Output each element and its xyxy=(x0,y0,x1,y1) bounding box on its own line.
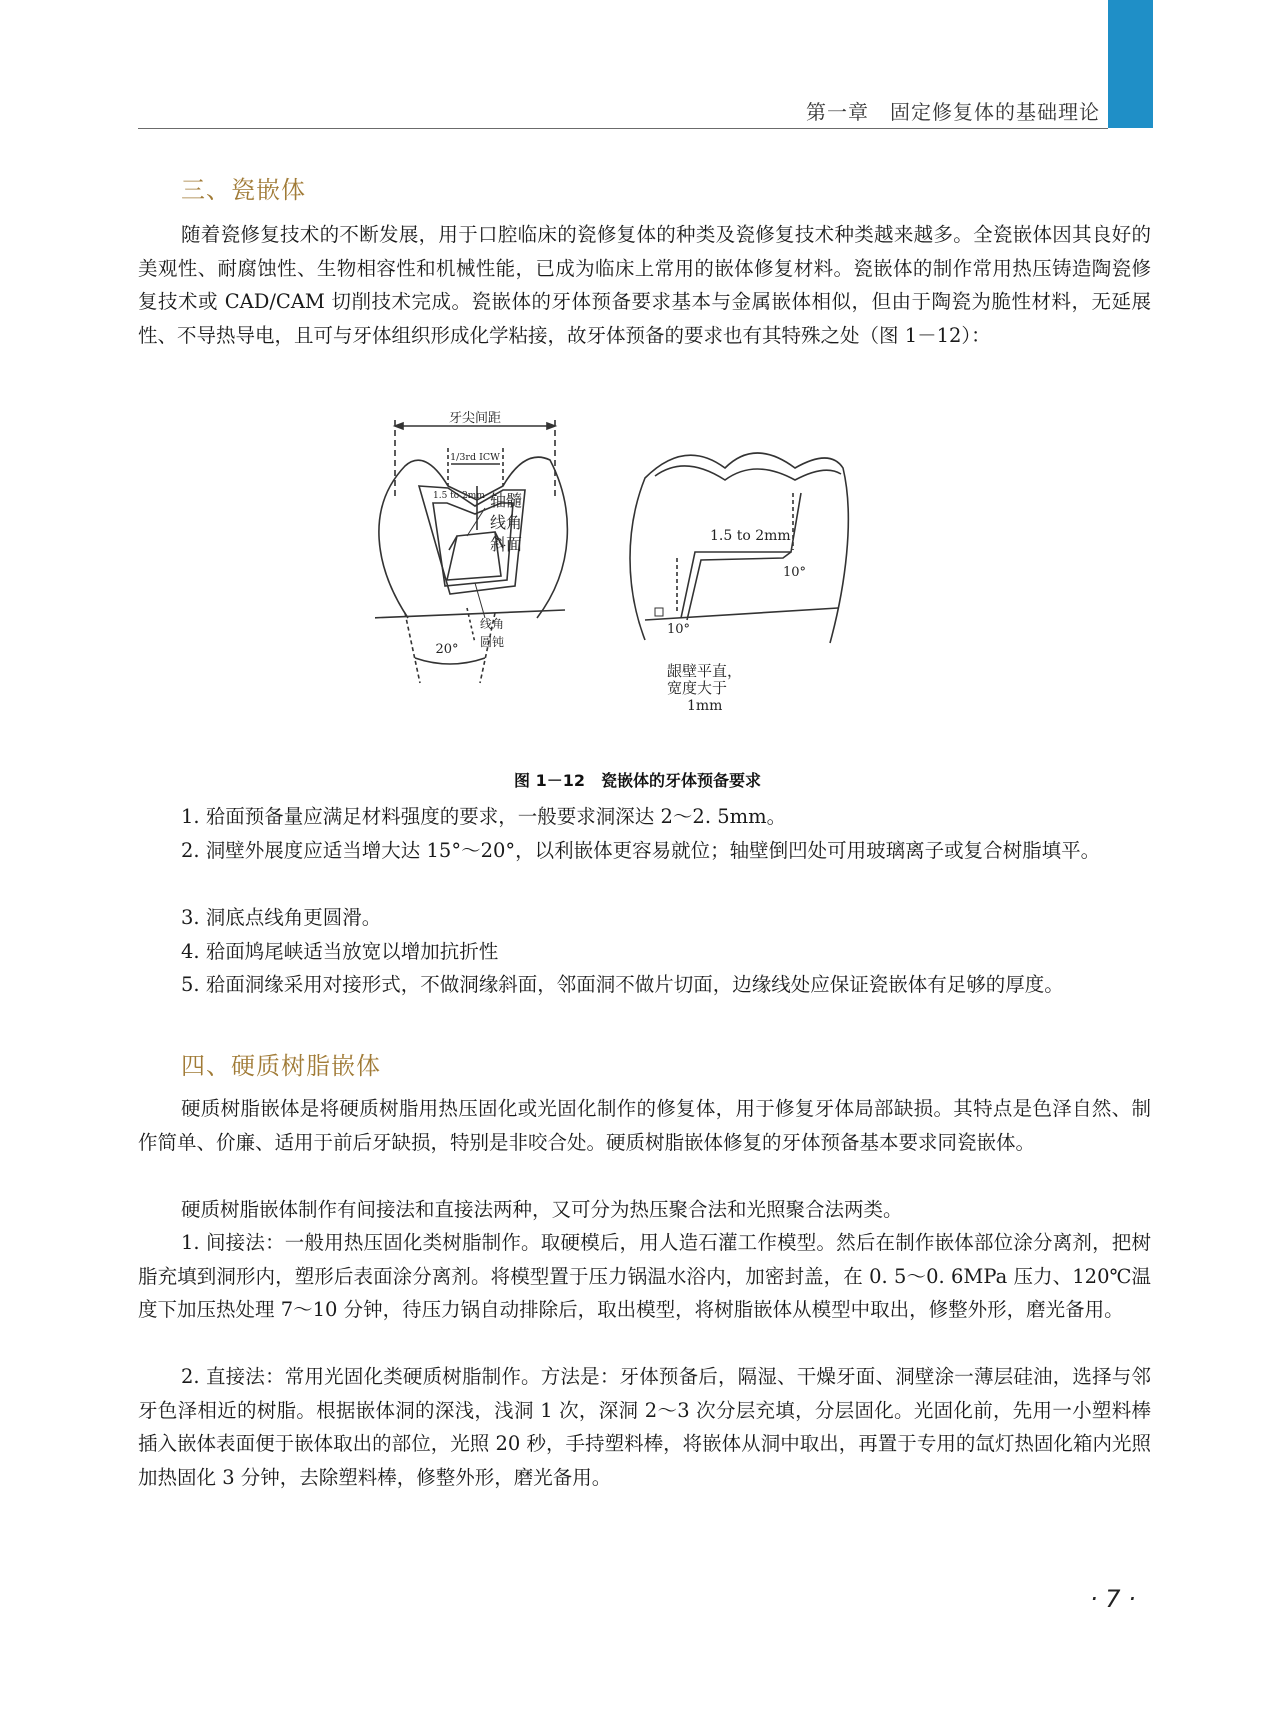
running-head: 第一章 固定修复体的基础理论 xyxy=(806,100,1100,124)
list-item-1: 1. 𬌗面预备量应满足材料强度的要求，一般要求洞深达 2～2. 5mm。 xyxy=(181,805,787,828)
label-icw: 1/3rd ICW xyxy=(450,452,500,463)
list-item-3: 3. 洞底点线角更圆滑。 xyxy=(181,906,382,929)
right-tooth-diagram xyxy=(630,453,848,714)
label-axial-2: 线角 xyxy=(490,513,523,532)
label-cusp-distance: 牙尖间距 xyxy=(448,411,502,426)
label-axial-1: 轴髓 xyxy=(490,491,523,510)
section-title-resin-inlay: 四、硬质树脂嵌体 xyxy=(181,1052,381,1080)
label-gingival-1: 龈壁平直， xyxy=(667,662,743,680)
list-item-5: 5. 𬌗面洞缘采用对接形式，不做洞缘斜面，邻面洞不做片切面，边缘线处应保证瓷嵌体有足够的厚度。 xyxy=(181,973,1064,996)
label-depth-right: 1.5 to 2mm xyxy=(710,528,791,544)
label-gingival-3: 1mm xyxy=(687,698,723,714)
left-tooth-diagram xyxy=(375,410,567,683)
chapter-tab xyxy=(1108,0,1153,128)
label-line-angle-1: 线角 xyxy=(480,617,505,631)
list-item-2: 2. 洞壁外展度应适当增大达 15°～20°，以利嵌体更容易就位；轴壁倒凹处可用玻璃离子或复合树脂填平。 xyxy=(181,839,1101,862)
paragraph-indirect-method: 1. 间接法：一般用热压固化类树脂制作。取硬模后，用人造石灌工作模型。然后在制作嵌体部位涂分离剂，把树脂充填到洞形内，塑形后表面涂分离剂。将模型置于压力锅温水浴内，加密封盖，在 0. 5～0. 6MPa 压力、120℃温度下加压热处理 7～10 分钟，待压力锅自动排除后，取出模型，将树脂嵌体从模型中取出，修整外形，磨光备用。 xyxy=(138,1231,1151,1321)
paragraph-intro: 随着瓷修复技术的不断发展，用于口腔临床的瓷修复体的种类及瓷修复技术种类越来越多。全瓷嵌体因其良好的美观性、耐腐蚀性、生物相容性和机械性能，已成为临床上常用的嵌体修复材料。瓷嵌体的制作常用热压铸造陶瓷修复技术或 CAD/CAM 切削技术完成。瓷嵌体的牙体预备要求基本与金属嵌体相似，但由于陶瓷为脆性材料，无延展性、不导热导电，且可与牙体组织形成化学粘接，故牙体预备的要求也有其特殊之处（图 1－12）： xyxy=(138,223,1151,347)
label-gingival-2: 宽度大于 xyxy=(667,679,728,697)
label-angle-20: 20° xyxy=(435,642,459,657)
figure-tooth-preparation xyxy=(375,408,935,753)
label-depth-left: 1.5 to 2mm xyxy=(433,491,485,501)
paragraph-resin-1: 硬质树脂嵌体是将硬质树脂用热压固化或光固化制作的修复体，用于修复牙体局部缺损。其特点是色泽自然、制作简单、价廉、适用于前后牙缺损，特别是非咬合处。硬质树脂嵌体修复的牙体预备基本要求同瓷嵌体。 xyxy=(138,1097,1151,1154)
list-item-4: 4. 𬌗面鸠尾峡适当放宽以增加抗折性 xyxy=(181,940,499,963)
label-angle-10-a: 10° xyxy=(783,565,807,580)
section-title-porcelain-inlay: 三、瓷嵌体 xyxy=(181,176,306,204)
paragraph-direct-method: 2. 直接法：常用光固化类硬质树脂制作。方法是：牙体预备后，隔湿、干燥牙面、洞壁涂一薄层硅油，选择与邻牙色泽相近的树脂。根据嵌体洞的深浅，浅洞 1 次，深洞 2～3 次分层充填，分层固化。光固化前，先用一小塑料棒插入嵌体表面便于嵌体取出的部位，光照 20 秒，手持塑料棒，将嵌体从洞中取出，再置于专用的氙灯热固化箱内光照加热固化 3 分钟，去除塑料棒，修整外形，磨光备用。 xyxy=(138,1365,1151,1489)
header-rule xyxy=(138,128,1108,129)
paragraph-resin-2: 硬质树脂嵌体制作有间接法和直接法两种，又可分为热压聚合法和光照聚合法两类。 xyxy=(181,1198,903,1221)
label-axial-3: 斜面 xyxy=(490,535,523,554)
figure-caption: 图 1－12 瓷嵌体的牙体预备要求 xyxy=(514,771,761,790)
label-line-angle-2: 圆钝 xyxy=(480,635,505,649)
page-number: · 7 · xyxy=(1090,1585,1136,1613)
label-angle-10-b: 10° xyxy=(667,622,691,637)
